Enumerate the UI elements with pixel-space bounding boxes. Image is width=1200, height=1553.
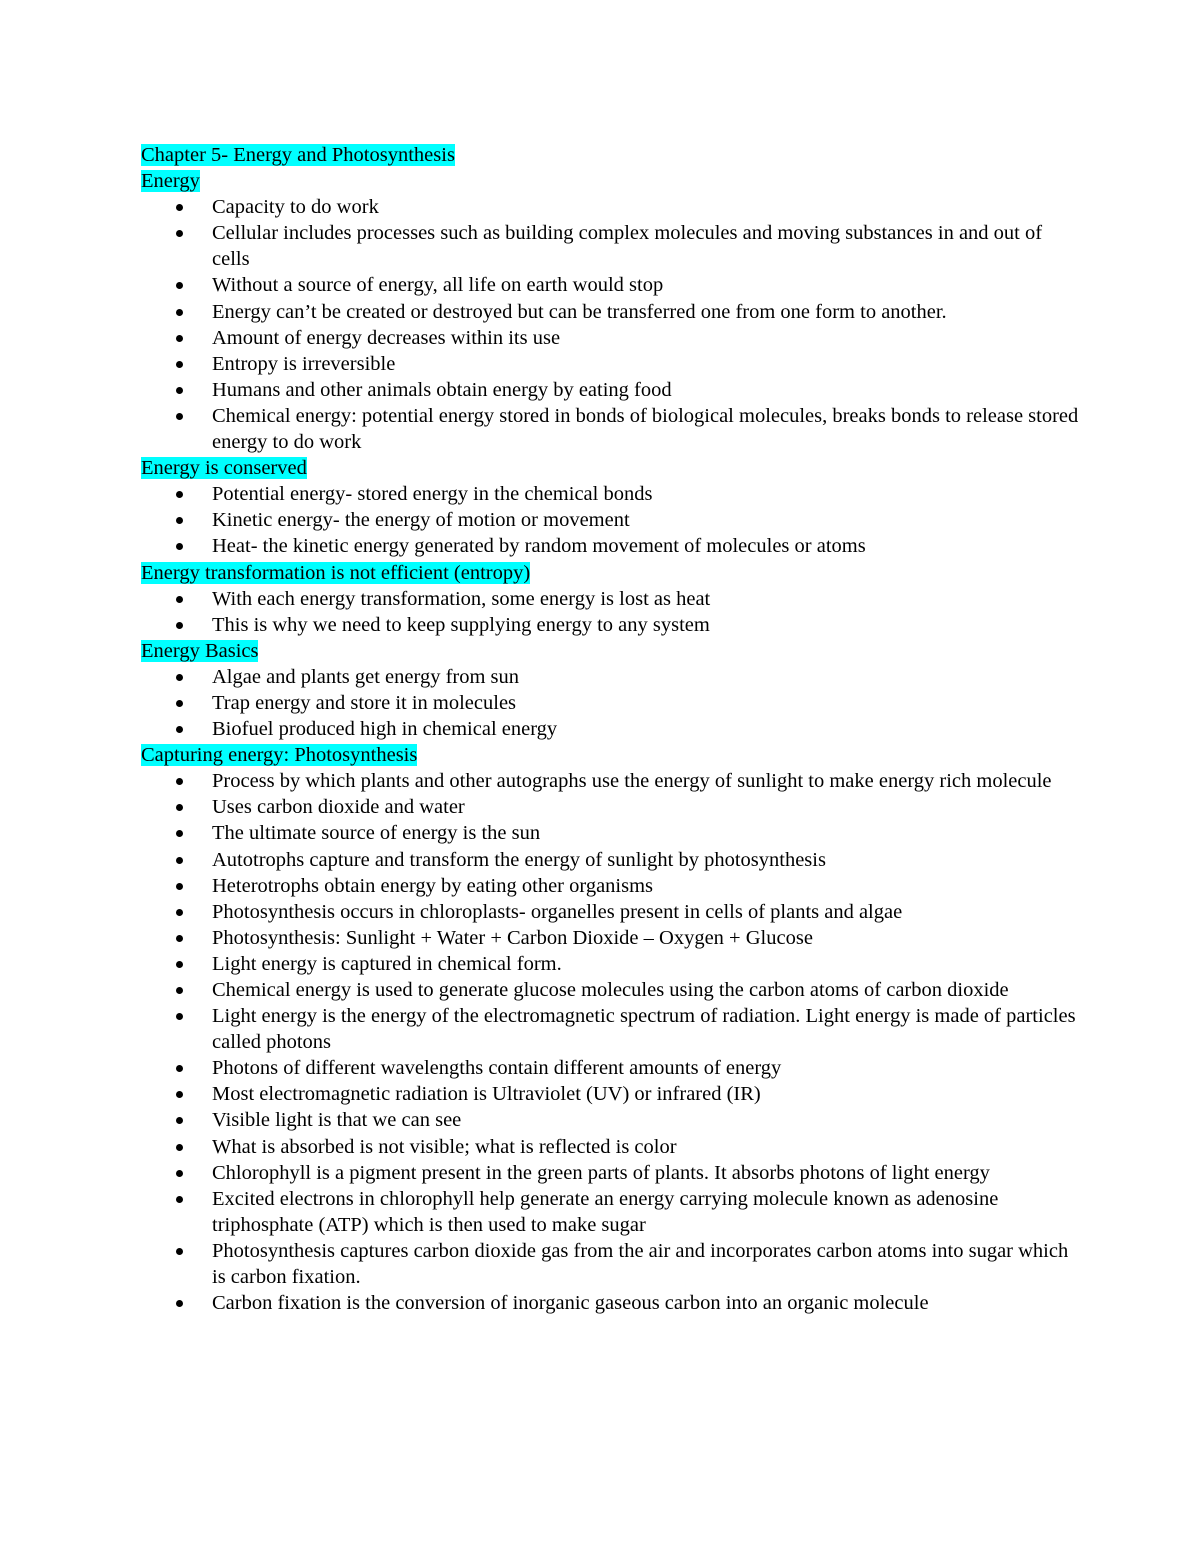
bullet-list: [141, 481, 1081, 559]
section: [141, 742, 1081, 1316]
bullet-item: Algae and plants get energy from sun: [141, 664, 1081, 690]
section: [141, 560, 1081, 638]
bullet-list: [141, 768, 1081, 1316]
bullet-item: With each energy transformation, some energy is lost as heat: [141, 586, 1081, 612]
bullet-item: Uses carbon dioxide and water: [141, 794, 1081, 820]
bullet-item: This is why we need to keep supplying energy to any system: [141, 612, 1081, 638]
bullet-item: Autotrophs capture and transform the energy of sunlight by photosynthesis: [141, 847, 1081, 873]
section-heading-text: Energy transformation is not efficient (entropy): [141, 561, 531, 584]
bullet-item: Photosynthesis: Sunlight + Water + Carbon Dioxide – Oxygen + Glucose: [141, 925, 1081, 951]
bullet-item: Carbon fixation is the conversion of inorganic gaseous carbon into an organic molecule: [141, 1290, 1081, 1316]
bullet-list: [141, 194, 1081, 455]
bullet-item: Visible light is that we can see: [141, 1107, 1081, 1133]
section-heading-text: Energy Basics: [141, 639, 259, 662]
bullet-item: Biofuel produced high in chemical energy: [141, 716, 1081, 742]
bullet-item: What is absorbed is not visible; what is reflected is color: [141, 1134, 1081, 1160]
document-title: [141, 142, 1081, 168]
bullet-item: Potential energy- stored energy in the chemical bonds: [141, 481, 1081, 507]
bullet-item: Energy can’t be created or destroyed but can be transferred one from one form to another.: [141, 299, 1081, 325]
section-heading-text: Energy is conserved: [141, 457, 307, 480]
section: [141, 455, 1081, 559]
bullet-item: Photosynthesis occurs in chloroplasts- organelles present in cells of plants and algae: [141, 899, 1081, 925]
section: [141, 168, 1081, 455]
bullet-item: Process by which plants and other autographs use the energy of sunlight to make energy rich molecule: [141, 768, 1081, 794]
bullet-item: Most electromagnetic radiation is Ultraviolet (UV) or infrared (IR): [141, 1081, 1081, 1107]
bullet-list: [141, 664, 1081, 742]
document-title-text: Chapter 5- Energy and Photosynthesis: [141, 144, 455, 166]
section-heading: [141, 560, 1081, 586]
bullet-item: Photosynthesis captures carbon dioxide gas from the air and incorporates carbon atoms into sugar which is carbon fixation.: [141, 1238, 1081, 1290]
bullet-item: Excited electrons in chlorophyll help generate an energy carrying molecule known as adenosine triphosphate (ATP) which is then used to make sugar: [141, 1186, 1081, 1238]
section-heading: [141, 168, 1081, 194]
bullet-item: Entropy is irreversible: [141, 351, 1081, 377]
bullet-item: Amount of energy decreases within its use: [141, 325, 1081, 351]
bullet-item: Humans and other animals obtain energy by eating food: [141, 377, 1081, 403]
section-heading: [141, 455, 1081, 481]
section-heading-text: Energy: [141, 170, 200, 193]
bullet-item: Chemical energy is used to generate glucose molecules using the carbon atoms of carbon dioxide: [141, 977, 1081, 1003]
bullet-item: Cellular includes processes such as building complex molecules and moving substances in and out of cells: [141, 220, 1081, 272]
bullet-item: Heterotrophs obtain energy by eating other organisms: [141, 873, 1081, 899]
section: [141, 638, 1081, 742]
bullet-item: Light energy is the energy of the electromagnetic spectrum of radiation. Light energy is made of particles called photons: [141, 1003, 1081, 1055]
section-heading: [141, 742, 1081, 768]
bullet-item: Light energy is captured in chemical form.: [141, 951, 1081, 977]
bullet-item: Kinetic energy- the energy of motion or movement: [141, 507, 1081, 533]
bullet-item: Trap energy and store it in molecules: [141, 690, 1081, 716]
bullet-list: [141, 586, 1081, 638]
section-heading-text: Capturing energy: Photosynthesis: [141, 744, 418, 767]
section-heading: [141, 638, 1081, 664]
bullet-item: Without a source of energy, all life on earth would stop: [141, 272, 1081, 298]
bullet-item: Chlorophyll is a pigment present in the green parts of plants. It absorbs photons of light energy: [141, 1160, 1081, 1186]
bullet-item: Photons of different wavelengths contain different amounts of energy: [141, 1055, 1081, 1081]
document-body: [141, 142, 1081, 1316]
bullet-item: Chemical energy: potential energy stored in bonds of biological molecules, breaks bonds to release stored energy to do work: [141, 403, 1081, 455]
bullet-item: Heat- the kinetic energy generated by random movement of molecules or atoms: [141, 533, 1081, 559]
bullet-item: The ultimate source of energy is the sun: [141, 820, 1081, 846]
bullet-item: Capacity to do work: [141, 194, 1081, 220]
